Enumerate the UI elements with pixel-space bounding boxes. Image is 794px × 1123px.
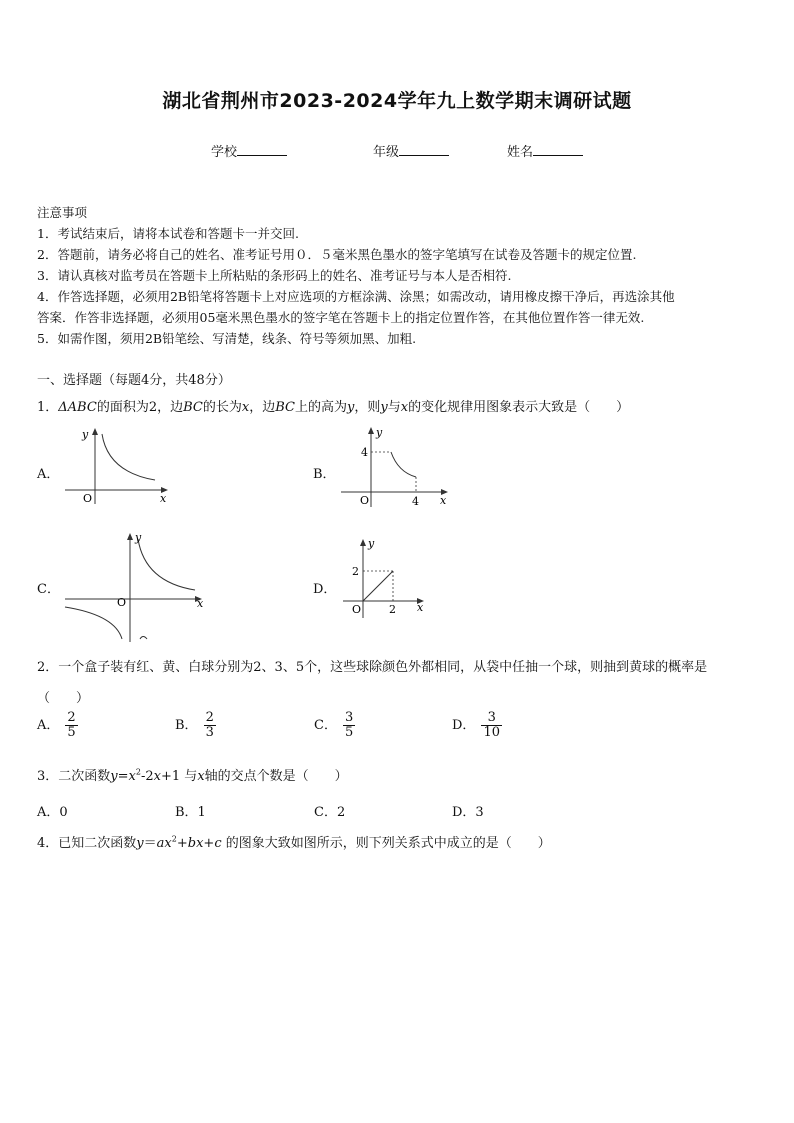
notice-item: 2．答题前，请务必将自己的姓名、准考证号用０．５毫米黑色墨水的签字笔填写在试卷及答题卡的规定位置. (37, 247, 637, 262)
svg-text:O: O (83, 492, 93, 505)
grade-field[interactable] (373, 141, 449, 160)
name-field[interactable] (507, 141, 583, 160)
svg-text:x: x (197, 597, 204, 610)
q3-option-a[interactable]: A．0 (37, 805, 68, 820)
name-label: 姓名 (507, 145, 534, 160)
q3-option-d[interactable]: D．3 (452, 805, 484, 820)
q1-option-c-label[interactable]: C． (37, 582, 60, 597)
name-blank[interactable] (533, 143, 583, 156)
graph-c (60, 527, 210, 642)
notice-item: 5．如需作图，须用2B铅笔绘、写清楚，线条、符号等须加黑、加粗. (37, 331, 417, 346)
notice-item: 4．作答选择题，必须用2B铅笔将答题卡上对应选项的方框涂满、涂黑；如需改动，请用橡皮擦干净后，再选涂其他 (37, 289, 675, 304)
notice-heading: 注意事项 (37, 205, 88, 220)
question-2-paren: （ ） (37, 691, 90, 706)
q1-option-b-label[interactable]: B． (313, 467, 336, 482)
q1-option-d-label[interactable]: D． (313, 582, 337, 597)
q2-option-d[interactable]: D． $\frac{3}{10}$ (452, 710, 500, 740)
svg-text:x: x (160, 492, 167, 505)
school-field[interactable] (211, 141, 287, 160)
page-title: 湖北省荆州市2023-2024学年九上数学期末调研试题 (162, 90, 632, 112)
question-2-text: 2．一个盒子装有红、黄、白球分别为2、3、5个，这些球除颜色外都相同，从袋中任抽一个球，则抽到黄球的概率是 (37, 660, 708, 675)
svg-text:2: 2 (352, 565, 359, 578)
svg-text:4: 4 (412, 495, 419, 508)
svg-text:O: O (117, 596, 127, 609)
svg-text:O: O (360, 494, 370, 507)
notice-item: 1．考试结束后，请将本试卷和答题卡一并交回. (37, 226, 299, 241)
svg-text:2: 2 (389, 603, 396, 616)
q2-option-a[interactable]: A． $\frac{2}{5}$ (37, 710, 76, 740)
svg-text:x: x (440, 494, 447, 507)
notice-item: 答案．作答非选择题，必须用05毫米黑色墨水的签字笔在答题卡上的指定位置作答，在其他位置作答一律无效. (37, 310, 645, 325)
q3-option-c[interactable]: C．2 (314, 805, 346, 820)
section-heading: 一、选择题（每题4分，共48分） (37, 373, 231, 388)
question-3-text: 3．二次函数$y=x^2-2x+1$ 与x轴的交点个数是（ ） (37, 767, 348, 784)
question-1-text: 1．ΔABC的面积为2，边BC的长为x，边BC上的高为y，则y与x的变化规律用图象表示大致是（ ） (37, 400, 630, 415)
graph-a (60, 422, 175, 507)
q3-option-b[interactable]: B．1 (175, 805, 206, 820)
school-label: 学校 (211, 145, 238, 160)
q2-option-b[interactable]: B． $\frac{2}{3}$ (175, 710, 214, 740)
q1-option-a-label[interactable]: A． (37, 467, 60, 482)
notice-item: 3．请认真核对监考员在答题卡上所粘贴的条形码上的姓名、准考证号与本人是否相符. (37, 268, 512, 283)
svg-text:4: 4 (361, 446, 368, 459)
svg-text:y: y (135, 531, 142, 544)
grade-label: 年级 (373, 145, 400, 160)
svg-text:x: x (417, 601, 424, 614)
question-4-text: 4．已知二次函数$y=ax^2+bx+c$ 的图象大致如图所示，则下列关系式中成立的是（ ） (37, 834, 551, 851)
graph-b (336, 422, 456, 512)
svg-text:y: y (368, 537, 375, 550)
graph-d (338, 533, 433, 623)
grade-blank[interactable] (399, 143, 449, 156)
svg-text:y: y (82, 428, 89, 441)
svg-text:y: y (376, 426, 383, 439)
q2-option-c[interactable]: C． $\frac{3}{5}$ (314, 710, 354, 740)
svg-text:O: O (352, 603, 362, 616)
school-blank[interactable] (237, 143, 287, 156)
